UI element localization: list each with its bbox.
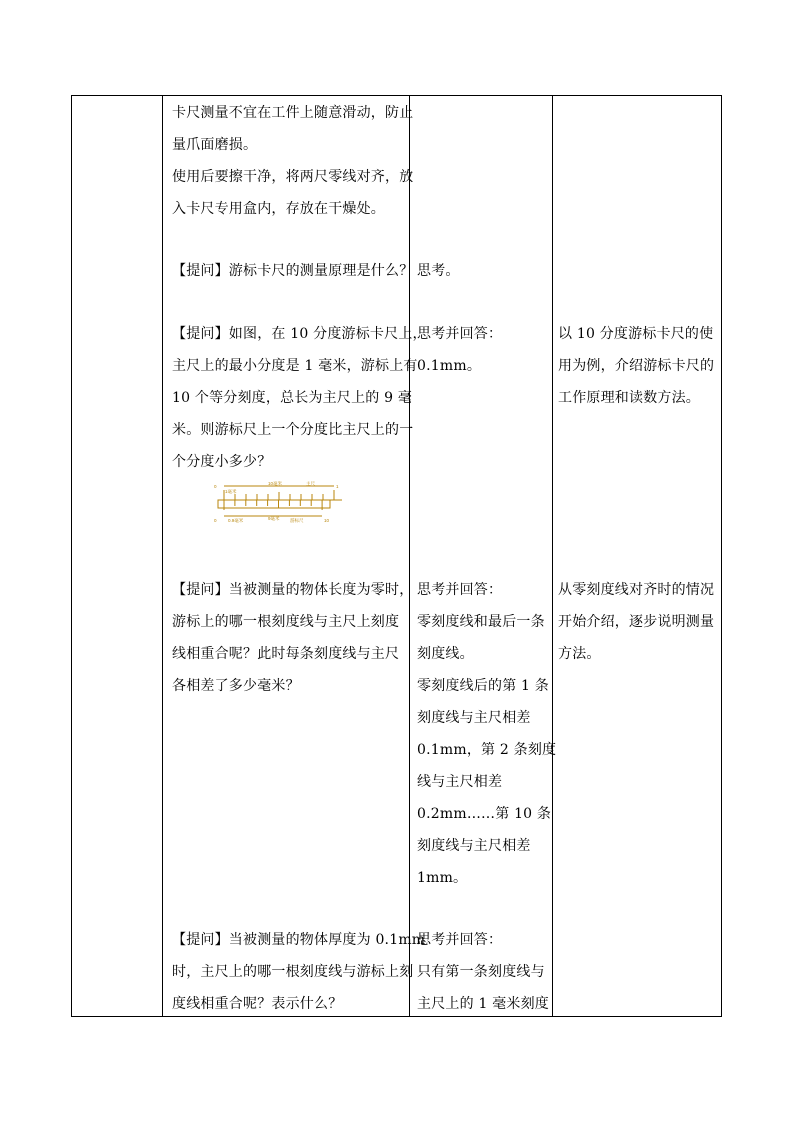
text-line: 各相差了多少毫米？ xyxy=(172,678,300,694)
text-line: 思考并回答： xyxy=(417,582,503,598)
answer-4 xyxy=(417,924,549,1020)
text-line: 度线相重合呢？表示什么？ xyxy=(172,996,343,1012)
text-line: 主尺上的最小分度是 1 毫米，游标上有 xyxy=(172,358,418,374)
text-line: 【提问】当被测量的物体长度为零时， xyxy=(172,582,414,598)
text-line: 零刻度线后的第 1 条 xyxy=(417,678,550,694)
figure-label: 主尺 xyxy=(306,481,315,486)
text-line: 0.2mm……第 10 条 xyxy=(417,806,552,822)
text-line: 线与主尺相差 xyxy=(417,774,503,790)
text-line: 米。则游标尺上一个分度比主尺上的一 xyxy=(172,422,414,438)
text-line: 以 10 分度游标卡尺的使 xyxy=(558,326,714,342)
question-4 xyxy=(172,924,425,1020)
text-line: 刻度线。 xyxy=(417,646,474,662)
text-line: 游标上的哪一根刻度线与主尺上刻度 xyxy=(172,614,400,630)
text-line: 从零刻度线对齐时的情况 xyxy=(558,582,715,598)
figure-label: 1 xyxy=(336,484,339,489)
design-note-1 xyxy=(558,318,714,414)
figure-label: 0.9毫米 xyxy=(228,518,244,523)
text-line: 只有第一条刻度线与 xyxy=(417,964,545,980)
vernier-caliper-figure xyxy=(212,480,362,526)
column-divider xyxy=(162,96,163,1016)
text-line: 时，主尺上的哪一根刻度线与游标上刻 xyxy=(172,964,414,980)
question-2 xyxy=(172,318,427,478)
text-line: 卡尺测量不宜在工件上随意滑动，防止 xyxy=(172,105,414,121)
answer-2 xyxy=(417,318,502,382)
text-line: 线相重合呢？此时每条刻度线与主尺 xyxy=(172,646,400,662)
text-line: 【提问】如图，在 10 分度游标卡尺上， xyxy=(172,326,427,342)
text-line: 【提问】游标卡尺的测量原理是什么？ xyxy=(172,263,414,279)
text-line: 个分度小多少？ xyxy=(172,454,272,470)
text-line: 10 个等分刻度，总长为主尺上的 9 毫 xyxy=(172,390,413,406)
text-line: 方法。 xyxy=(558,646,601,662)
text-line: 主尺上的 1 毫米刻度 xyxy=(417,996,550,1012)
text-line: 使用后要擦干净，将两尺零线对齐，放 xyxy=(172,169,414,185)
figure-label: 10 xyxy=(324,518,330,523)
figure-label: 1毫米 xyxy=(225,489,237,494)
text-line: 思考并回答： xyxy=(417,326,503,342)
figure-label: 游标尺 xyxy=(290,518,304,523)
text-line: 思考并回答： xyxy=(417,932,503,948)
text-line: 0.1mm。 xyxy=(417,358,482,374)
design-note-2 xyxy=(558,574,714,670)
text-line: 开始介绍，逐步说明测量 xyxy=(558,614,715,630)
content-paragraph xyxy=(172,97,413,225)
text-line: 刻度线与主尺相差 xyxy=(417,838,531,854)
answer-3 xyxy=(417,574,556,894)
text-line: 0.1mm，第 2 条刻度 xyxy=(417,742,557,758)
text-line: 零刻度线和最后一条 xyxy=(417,614,545,630)
text-line: 工作原理和读数方法。 xyxy=(558,390,700,406)
column-divider xyxy=(409,96,410,1016)
text-line: 刻度线与主尺相差 xyxy=(417,710,531,726)
text-line: 1mm。 xyxy=(417,870,468,886)
figure-label: 9毫米 xyxy=(268,516,280,521)
question-3 xyxy=(172,574,413,702)
text-line: 入卡尺专用盒内，存放在干燥处。 xyxy=(172,201,385,217)
figure-label: 0 xyxy=(214,518,217,523)
question-1 xyxy=(172,255,413,287)
figure-label: 0 xyxy=(214,484,217,489)
answer-1 xyxy=(417,255,460,287)
text-line: 思考。 xyxy=(417,263,460,279)
figure-label: 10毫米 xyxy=(268,481,283,486)
lesson-table xyxy=(71,95,722,1017)
text-line: 用为例，介绍游标卡尺的 xyxy=(558,358,715,374)
text-line: 【提问】当被测量的物体厚度为 0.1mm xyxy=(172,932,426,948)
text-line: 量爪面磨损。 xyxy=(172,137,258,153)
